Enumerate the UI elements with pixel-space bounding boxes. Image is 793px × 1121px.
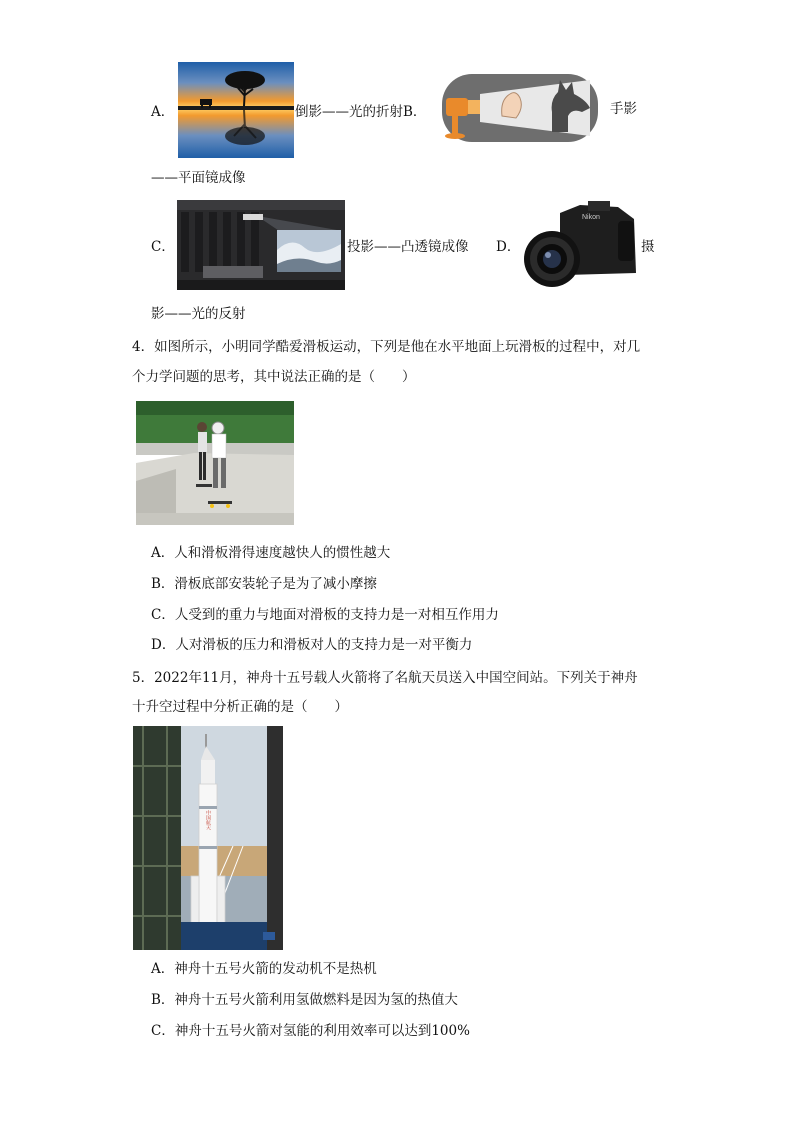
question-4-stem-line-1: 4．如图所示，小明同学酷爱滑板运动，下列是他在水平地面上玩滑板的过程中，对几 (132, 339, 641, 355)
question-4-stem-line-2: 个力学问题的思考，其中说法正确的是（ ） (132, 369, 416, 385)
question-5-option-b: B．神舟十五号火箭利用氢做燃料是因为氢的热值大 (151, 992, 458, 1008)
option-a-text: 倒影——光的折射B． (295, 104, 427, 120)
rocket-label: 中国航天 (205, 810, 211, 830)
question-5-stem-line-2: 十升空过程中分析正确的是（ ） (132, 699, 348, 715)
option-a-label: A． (151, 104, 175, 120)
hand-shadow-photo (440, 72, 600, 144)
option-b-text-cont: ——平面镜成像 (151, 170, 246, 186)
question-4-option-a: A．人和滑板滑得速度越快人的惯性越大 (151, 545, 391, 561)
question-5-stem-line-1: 5．2022年11月，神舟十五号载人火箭将了名航天员送入中国空间站。下列关于神舟 (132, 670, 638, 686)
option-d-label: D． (496, 239, 521, 255)
question-4-option-b: B．滑板底部安装轮子是为了减小摩擦 (151, 576, 377, 592)
option-b-text-end: 手影 (610, 101, 637, 117)
camera-brand: Nikon (582, 214, 600, 221)
option-c-label: C． (151, 239, 175, 255)
question-4-option-d: D．人对滑板的压力和滑板对人的支持力是一对平衡力 (151, 637, 473, 653)
reflection-photo (178, 62, 294, 158)
option-c-text: 投影——凸透镜成像 (347, 239, 469, 255)
question-5-option-c: C．神舟十五号火箭对氢能的利用效率可以达到100% (151, 1023, 470, 1039)
option-d-text-end: 摄 (641, 239, 655, 255)
rocket-launch-photo (133, 726, 283, 950)
projector-room-photo (177, 200, 345, 290)
question-4-option-c: C．人受到的重力与地面对滑板的支持力是一对相互作用力 (151, 607, 499, 623)
camera-photo (522, 197, 640, 293)
question-5-option-a: A．神舟十五号火箭的发动机不是热机 (151, 961, 377, 977)
option-d-text-cont: 影——光的反射 (151, 306, 246, 322)
skateboard-photo (136, 401, 294, 525)
